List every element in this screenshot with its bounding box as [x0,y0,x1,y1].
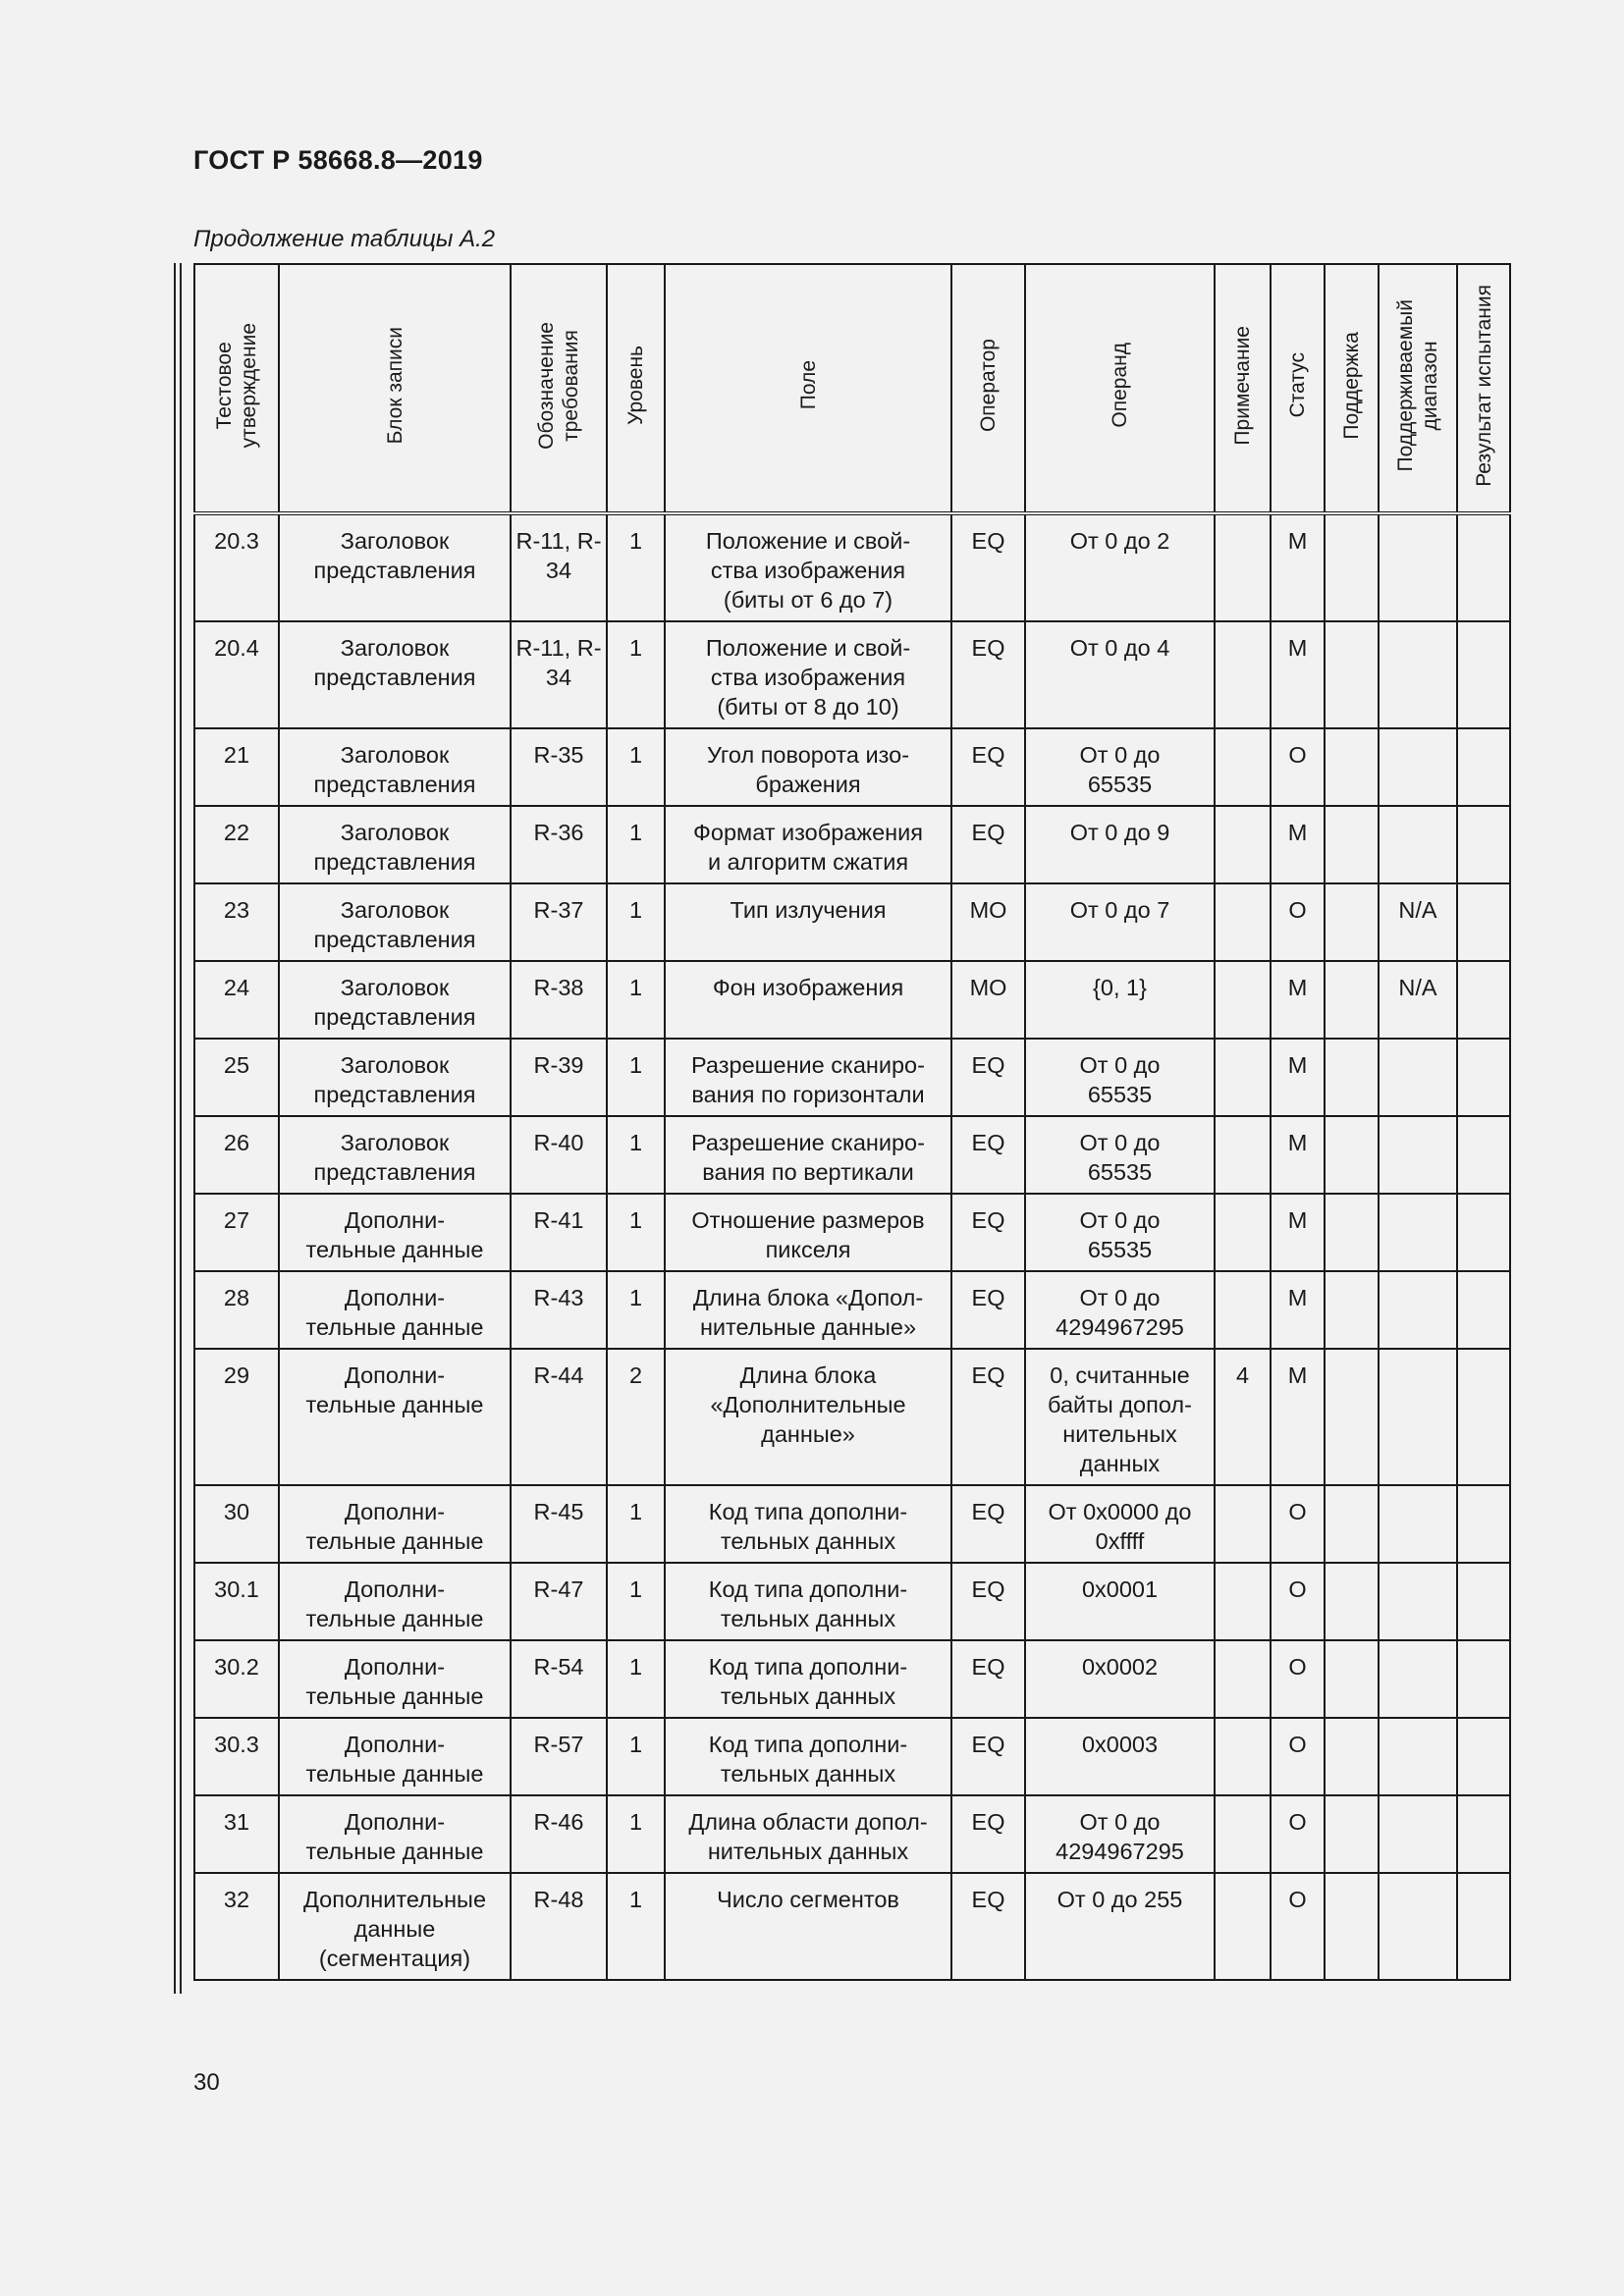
cell-status: O [1271,883,1325,961]
cell-operand: 0x0002 [1025,1640,1215,1718]
cell-test-result [1457,1349,1510,1485]
cell-supported-range [1379,1563,1457,1640]
cell-support [1325,513,1379,621]
page-number: 30 [193,2069,220,2096]
cell-note [1215,806,1271,883]
column-header-label: Уровень [624,346,647,425]
cell-supported-range [1379,1194,1457,1271]
cell-test-result [1457,806,1510,883]
cell-note [1215,1873,1271,1980]
cell-level: 1 [607,728,665,806]
column-header-label: Тестовое утверждение [213,322,260,449]
cell-test-assertion: 22 [194,806,279,883]
requirements-table [193,263,1511,1981]
cell-status: M [1271,513,1325,621]
cell-field: Угол поворота изо- бражения [665,728,951,806]
margin-rule [174,263,176,1994]
cell-test-result [1457,513,1510,621]
cell-test-result [1457,1873,1510,1980]
cell-operand: От 0 до 2 [1025,513,1215,621]
cell-supported-range [1379,513,1457,621]
cell-requirement-id: R-40 [511,1116,607,1194]
cell-record-block: Дополни- тельные данные [279,1640,511,1718]
cell-record-block: Дополни- тельные данные [279,1795,511,1873]
cell-field: Длина области допол- нительных данных [665,1795,951,1873]
cell-supported-range [1379,1485,1457,1563]
cell-note [1215,1718,1271,1795]
cell-record-block: Дополни- тельные данные [279,1563,511,1640]
cell-support [1325,1039,1379,1116]
cell-level: 1 [607,1640,665,1718]
cell-field: Код типа дополни- тельных данных [665,1718,951,1795]
cell-supported-range [1379,1640,1457,1718]
cell-status: M [1271,961,1325,1039]
column-header-label: Поддерживаемый диапазон [1394,298,1441,472]
cell-supported-range [1379,1039,1457,1116]
cell-requirement-id: R-45 [511,1485,607,1563]
cell-supported-range [1379,1795,1457,1873]
cell-support [1325,1349,1379,1485]
cell-note: 4 [1215,1349,1271,1485]
cell-requirement-id: R-46 [511,1795,607,1873]
table-row [194,621,1510,728]
cell-record-block: Дополни- тельные данные [279,1194,511,1271]
cell-field: Отношение размеров пикселя [665,1194,951,1271]
cell-operand: От 0 до 65535 [1025,1039,1215,1116]
cell-requirement-id: R-35 [511,728,607,806]
cell-field: Положение и свой- ства изображения (биты от 6 до 7) [665,513,951,621]
cell-record-block: Заголовок представления [279,513,511,621]
table-row [194,1194,1510,1271]
cell-operand: От 0 до 65535 [1025,1116,1215,1194]
cell-support [1325,1718,1379,1795]
cell-requirement-id: R-41 [511,1194,607,1271]
cell-operator: MO [951,961,1025,1039]
table-row [194,1718,1510,1795]
cell-test-result [1457,1795,1510,1873]
cell-level: 1 [607,1873,665,1980]
cell-record-block: Дополни- тельные данные [279,1349,511,1485]
cell-test-result [1457,728,1510,806]
cell-requirement-id: R-38 [511,961,607,1039]
cell-operator: EQ [951,1563,1025,1640]
cell-operand: От 0 до 9 [1025,806,1215,883]
cell-test-result [1457,621,1510,728]
cell-operator: EQ [951,1349,1025,1485]
cell-status: O [1271,728,1325,806]
cell-status: M [1271,806,1325,883]
column-header-requirement-id [511,264,607,513]
cell-level: 1 [607,1116,665,1194]
cell-supported-range: N/A [1379,883,1457,961]
cell-field: Положение и свой- ства изображения (биты от 8 до 10) [665,621,951,728]
cell-level: 1 [607,1485,665,1563]
document-title: ГОСТ Р 58668.8—2019 [193,145,483,175]
cell-operand: 0x0003 [1025,1718,1215,1795]
cell-operand: От 0 до 4294967295 [1025,1795,1215,1873]
cell-test-result [1457,961,1510,1039]
cell-requirement-id: R-54 [511,1640,607,1718]
cell-status: O [1271,1718,1325,1795]
cell-requirement-id: R-37 [511,883,607,961]
cell-record-block: Дополни- тельные данные [279,1271,511,1349]
cell-note [1215,1563,1271,1640]
cell-operator: EQ [951,1039,1025,1116]
table-row [194,1795,1510,1873]
cell-support [1325,1640,1379,1718]
cell-operator: MO [951,883,1025,961]
cell-supported-range [1379,1349,1457,1485]
cell-requirement-id: R-47 [511,1563,607,1640]
cell-operand: От 0 до 4294967295 [1025,1271,1215,1349]
cell-supported-range [1379,1873,1457,1980]
cell-note [1215,1271,1271,1349]
table-row [194,1116,1510,1194]
cell-note [1215,621,1271,728]
cell-operand: 0, считанные байты допол- нительных данных [1025,1349,1215,1485]
cell-test-assertion: 30.2 [194,1640,279,1718]
column-header-label: Примечание [1231,325,1254,446]
cell-status: M [1271,621,1325,728]
cell-record-block: Дополнительные данные (сегментация) [279,1873,511,1980]
cell-level: 1 [607,961,665,1039]
cell-operand: От 0 до 4 [1025,621,1215,728]
table-caption: Продолжение таблицы А.2 [193,226,496,252]
cell-test-assertion: 28 [194,1271,279,1349]
cell-field: Разрешение сканиро- вания по горизонтали [665,1039,951,1116]
cell-requirement-id: R-11, R-34 [511,513,607,621]
cell-support [1325,961,1379,1039]
cell-test-result [1457,1718,1510,1795]
cell-test-result [1457,1640,1510,1718]
cell-test-result [1457,1485,1510,1563]
column-header-record-block [279,264,511,513]
table-row [194,1349,1510,1485]
cell-supported-range [1379,1718,1457,1795]
column-header-note [1215,264,1271,513]
cell-level: 1 [607,1194,665,1271]
cell-status: O [1271,1640,1325,1718]
cell-operator: EQ [951,1795,1025,1873]
column-header-label: Поддержка [1340,331,1363,440]
column-header-level [607,264,665,513]
column-header-label: Результат испытания [1472,284,1495,487]
table-row [194,728,1510,806]
cell-note [1215,1194,1271,1271]
cell-support [1325,1194,1379,1271]
cell-supported-range [1379,1116,1457,1194]
cell-record-block: Заголовок представления [279,883,511,961]
cell-level: 1 [607,1718,665,1795]
cell-requirement-id: R-11, R-34 [511,621,607,728]
cell-test-assertion: 23 [194,883,279,961]
cell-test-assertion: 31 [194,1795,279,1873]
table-row [194,1485,1510,1563]
cell-test-assertion: 30.1 [194,1563,279,1640]
cell-test-result [1457,1194,1510,1271]
cell-field: Длина блока «Дополнительные данные» [665,1349,951,1485]
cell-test-assertion: 30.3 [194,1718,279,1795]
table-row [194,961,1510,1039]
cell-level: 1 [607,1039,665,1116]
cell-level: 1 [607,1271,665,1349]
table-row [194,1271,1510,1349]
cell-test-assertion: 30 [194,1485,279,1563]
column-header-test-assertion [194,264,279,513]
cell-test-assertion: 25 [194,1039,279,1116]
cell-operator: EQ [951,1640,1025,1718]
cell-operator: EQ [951,1873,1025,1980]
cell-record-block: Дополни- тельные данные [279,1718,511,1795]
cell-status: M [1271,1194,1325,1271]
column-header-label: Оператор [977,338,1000,433]
cell-support [1325,1563,1379,1640]
cell-requirement-id: R-39 [511,1039,607,1116]
cell-note [1215,1485,1271,1563]
table-row [194,806,1510,883]
cell-status: M [1271,1116,1325,1194]
cell-note [1215,728,1271,806]
table-row [194,1039,1510,1116]
cell-supported-range [1379,728,1457,806]
cell-note [1215,883,1271,961]
cell-status: M [1271,1039,1325,1116]
cell-operator: EQ [951,728,1025,806]
cell-test-result [1457,1563,1510,1640]
cell-support [1325,883,1379,961]
cell-operand: От 0 до 255 [1025,1873,1215,1980]
cell-support [1325,1485,1379,1563]
cell-operator: EQ [951,1718,1025,1795]
cell-level: 1 [607,806,665,883]
cell-operator: EQ [951,513,1025,621]
column-header-status [1271,264,1325,513]
cell-operand: 0x0001 [1025,1563,1215,1640]
cell-test-assertion: 32 [194,1873,279,1980]
cell-field: Разрешение сканиро- вания по вертикали [665,1116,951,1194]
table-header-row [194,264,1510,513]
cell-support [1325,806,1379,883]
cell-record-block: Заголовок представления [279,961,511,1039]
cell-operand: От 0 до 7 [1025,883,1215,961]
cell-support [1325,1873,1379,1980]
cell-level: 1 [607,1563,665,1640]
cell-operand: От 0 до 65535 [1025,1194,1215,1271]
cell-support [1325,1795,1379,1873]
cell-support [1325,728,1379,806]
cell-operator: EQ [951,806,1025,883]
cell-field: Формат изображения и алгоритм сжатия [665,806,951,883]
cell-supported-range [1379,1271,1457,1349]
cell-field: Код типа дополни- тельных данных [665,1640,951,1718]
cell-test-assertion: 20.4 [194,621,279,728]
cell-test-assertion: 21 [194,728,279,806]
cell-test-assertion: 24 [194,961,279,1039]
cell-level: 1 [607,883,665,961]
cell-field: Длина блока «Допол- нительные данные» [665,1271,951,1349]
cell-support [1325,621,1379,728]
cell-operator: EQ [951,1271,1025,1349]
table-row [194,1640,1510,1718]
cell-note [1215,1640,1271,1718]
cell-operator: EQ [951,1194,1025,1271]
table-body [194,513,1510,1980]
column-header-operand [1025,264,1215,513]
cell-level: 1 [607,1795,665,1873]
cell-note [1215,513,1271,621]
cell-test-assertion: 26 [194,1116,279,1194]
table-row [194,513,1510,621]
column-header-label: Блок записи [383,326,406,445]
column-header-test-result [1457,264,1510,513]
cell-field: Тип излучения [665,883,951,961]
cell-status: O [1271,1795,1325,1873]
cell-supported-range [1379,806,1457,883]
cell-record-block: Заголовок представления [279,1039,511,1116]
cell-status: O [1271,1485,1325,1563]
cell-note [1215,1795,1271,1873]
cell-operand: От 0 до 65535 [1025,728,1215,806]
cell-test-assertion: 29 [194,1349,279,1485]
cell-level: 2 [607,1349,665,1485]
cell-field: Фон изображения [665,961,951,1039]
cell-test-result [1457,883,1510,961]
cell-test-assertion: 27 [194,1194,279,1271]
table-row [194,883,1510,961]
cell-note [1215,1039,1271,1116]
cell-record-block: Заголовок представления [279,728,511,806]
column-header-operator [951,264,1025,513]
cell-note [1215,961,1271,1039]
cell-level: 1 [607,513,665,621]
cell-test-assertion: 20.3 [194,513,279,621]
cell-supported-range [1379,621,1457,728]
cell-supported-range: N/A [1379,961,1457,1039]
cell-requirement-id: R-57 [511,1718,607,1795]
cell-field: Код типа дополни- тельных данных [665,1563,951,1640]
column-header-support [1325,264,1379,513]
cell-operator: EQ [951,1485,1025,1563]
cell-field: Число сегментов [665,1873,951,1980]
column-header-label: Статус [1286,352,1309,418]
cell-field: Код типа дополни- тельных данных [665,1485,951,1563]
cell-requirement-id: R-36 [511,806,607,883]
table-row [194,1563,1510,1640]
cell-record-block: Заголовок представления [279,1116,511,1194]
cell-level: 1 [607,621,665,728]
cell-support [1325,1116,1379,1194]
cell-requirement-id: R-48 [511,1873,607,1980]
cell-requirement-id: R-43 [511,1271,607,1349]
column-header-label: Операнд [1109,343,1131,428]
cell-record-block: Заголовок представления [279,621,511,728]
cell-record-block: Дополни- тельные данные [279,1485,511,1563]
table-row [194,1873,1510,1980]
cell-status: M [1271,1271,1325,1349]
cell-operand: От 0x0000 до 0xffff [1025,1485,1215,1563]
cell-record-block: Заголовок представления [279,806,511,883]
cell-status: O [1271,1563,1325,1640]
cell-test-result [1457,1116,1510,1194]
cell-note [1215,1116,1271,1194]
margin-rule [180,263,182,1994]
cell-support [1325,1271,1379,1349]
column-header-label: Поле [796,360,820,410]
cell-status: O [1271,1873,1325,1980]
cell-operand: {0, 1} [1025,961,1215,1039]
cell-test-result [1457,1039,1510,1116]
cell-status: M [1271,1349,1325,1485]
cell-operator: EQ [951,621,1025,728]
cell-test-result [1457,1271,1510,1349]
column-header-field [665,264,951,513]
column-header-supported-range [1379,264,1457,513]
cell-operator: EQ [951,1116,1025,1194]
column-header-label: Обозначение требования [535,321,582,450]
cell-requirement-id: R-44 [511,1349,607,1485]
